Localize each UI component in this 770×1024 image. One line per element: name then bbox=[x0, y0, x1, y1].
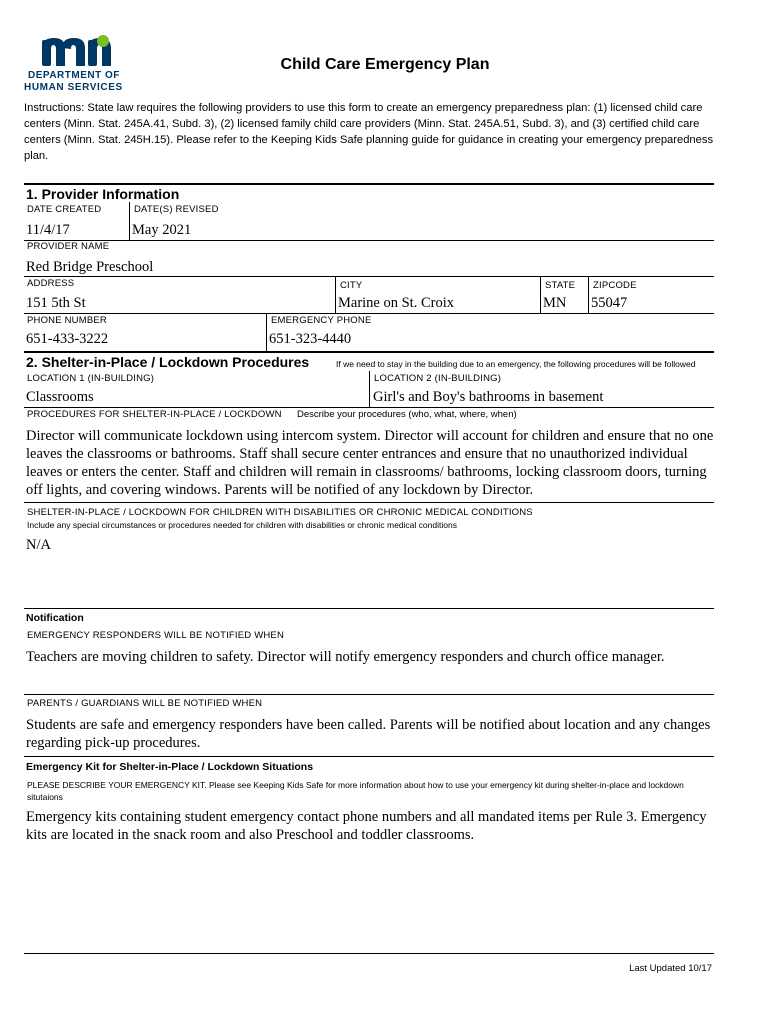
section-shelter-note: If we need to stay in the building due to an emergency, the following procedures will be followed bbox=[336, 359, 696, 369]
procedures-label: PROCEDURES FOR SHELTER-IN-PLACE / LOCKDOWN bbox=[27, 409, 282, 420]
divider bbox=[588, 276, 589, 314]
city-field[interactable]: Marine on St. Croix bbox=[338, 295, 454, 311]
disabilities-label: SHELTER-IN-PLACE / LOCKDOWN FOR CHILDREN WITH DISABILITIES OR CHRONIC MEDICAL CONDITIONS bbox=[27, 507, 533, 518]
date-revised-field[interactable]: May 2021 bbox=[132, 222, 192, 238]
city-label: CITY bbox=[340, 280, 363, 291]
location1-field[interactable]: Classrooms bbox=[26, 389, 94, 405]
procedures-hint: Describe your procedures (who, what, where, when) bbox=[297, 409, 517, 420]
divider bbox=[24, 313, 714, 314]
divider bbox=[540, 276, 541, 314]
divider bbox=[369, 371, 370, 408]
divider bbox=[24, 694, 714, 695]
address-label: ADDRESS bbox=[27, 278, 75, 289]
instructions: Instructions: State law requires the following providers to use this form to create an emergency preparedness plan: (1) licensed child care centers (Minn. Stat. 245A.41, Subd. 3), (2) licensed family child care providers (Minn. Stat. 245A.51, Subd. 3), and (3) certified child care centers (Minn. Stat. 245H.15). Please refer to the Keeping Kids Safe planning guide for guidance in creating your emergency preparedness plan. bbox=[24, 102, 714, 162]
state-field[interactable]: MN bbox=[543, 295, 567, 311]
responders-label: EMERGENCY RESPONDERS WILL BE NOTIFIED WHEN bbox=[27, 630, 285, 641]
divider bbox=[24, 953, 714, 954]
date-revised-label: DATE(S) REVISED bbox=[134, 204, 219, 215]
logo-text-line1: DEPARTMENT OF bbox=[28, 70, 120, 81]
notification-title: Notification bbox=[26, 612, 84, 624]
logo-text-line2: HUMAN SERVICES bbox=[24, 82, 123, 93]
kit-hint: PLEASE DESCRIBE YOUR EMERGENCY KIT. Please see Keeping Kids Safe for more information about how to use your emergency kit during shelter-in-place and lockdown situtaions bbox=[27, 780, 684, 802]
procedures-field[interactable]: Director will communicate lockdown using intercom system. Director will account for children and ensure that no one leaves the classrooms or bathrooms. Staff shall secure center entrances and ensure that no unauthorized individual leaves or enters the center. Staff and children will remain in classrooms/ bathrooms, locking classroom doors, turning off lights, and covering windows. Parents will be notified of any lockdown by Director. bbox=[26, 428, 714, 498]
address-field[interactable]: 151 5th St bbox=[26, 295, 86, 311]
divider bbox=[24, 502, 714, 503]
divider bbox=[24, 756, 714, 757]
date-created-field[interactable]: 11/4/17 bbox=[26, 222, 70, 238]
disabilities-hint: Include any special circumstances or procedures needed for children with disabilities or chronic medical conditions bbox=[27, 520, 457, 530]
divider bbox=[24, 351, 714, 353]
zip-field[interactable]: 55047 bbox=[591, 295, 628, 311]
provider-name-label: PROVIDER NAME bbox=[27, 241, 110, 252]
divider bbox=[335, 276, 336, 314]
zip-label: ZIPCODE bbox=[593, 280, 637, 291]
kit-field[interactable]: Emergency kits containing student emergency contact phone numbers and all mandated items per Rule 3. Emergency kits are located in the snack room and also Preschool and toddler classrooms. bbox=[26, 809, 707, 843]
page-title: Child Care Emergency Plan bbox=[280, 56, 490, 73]
dhs-logo bbox=[24, 34, 140, 94]
divider bbox=[266, 313, 267, 351]
state-label: STATE bbox=[545, 280, 576, 291]
last-updated: Last Updated 10/17 bbox=[629, 963, 712, 974]
parents-field[interactable]: Students are safe and emergency responders have been called. Parents will be notified about location and any changes regarding pick-up procedures. bbox=[26, 717, 711, 751]
parents-label: PARENTS / GUARDIANS WILL BE NOTIFIED WHEN bbox=[27, 698, 263, 709]
location2-label: LOCATION 2 (IN-BUILDING) bbox=[374, 373, 502, 384]
section-provider-title: 1. Provider Information bbox=[26, 186, 180, 202]
mn-logo-icon bbox=[24, 34, 140, 68]
divider bbox=[129, 202, 130, 240]
phone-label: PHONE NUMBER bbox=[27, 315, 107, 326]
provider-name-field[interactable]: Red Bridge Preschool bbox=[26, 259, 154, 275]
date-created-label: DATE CREATED bbox=[27, 204, 102, 215]
divider bbox=[24, 276, 714, 277]
phone-field[interactable]: 651-433-3222 bbox=[26, 331, 109, 347]
kit-title: Emergency Kit for Shelter-in-Place / Lockdown Situations bbox=[26, 761, 314, 773]
emergency-phone-label: EMERGENCY PHONE bbox=[271, 315, 372, 326]
section-shelter-title: 2. Shelter-in-Place / Lockdown Procedures bbox=[26, 354, 310, 370]
disabilities-field[interactable]: N/A bbox=[26, 537, 51, 553]
location1-label: LOCATION 1 (IN-BUILDING) bbox=[27, 373, 155, 384]
divider bbox=[24, 240, 714, 241]
location2-field[interactable]: Girl's and Boy's bathrooms in basement bbox=[373, 389, 604, 405]
divider bbox=[24, 183, 714, 185]
emergency-phone-field[interactable]: 651-323-4440 bbox=[269, 331, 352, 347]
divider bbox=[24, 407, 714, 408]
responders-field[interactable]: Teachers are moving children to safety. Director will notify emergency responders and church office manager. bbox=[26, 649, 665, 665]
divider bbox=[24, 608, 714, 609]
